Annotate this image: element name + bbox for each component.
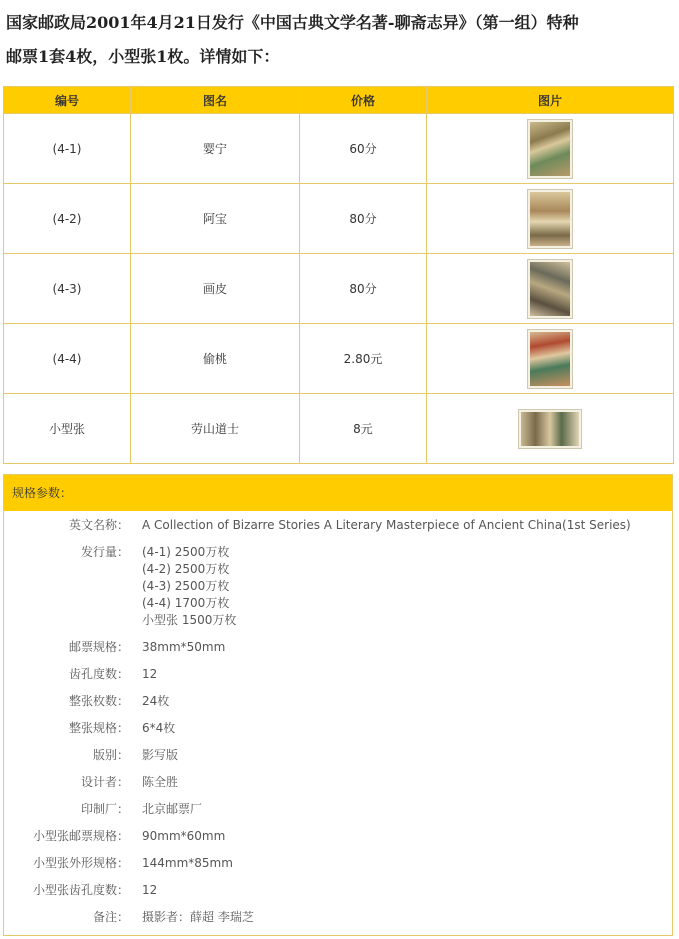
spec-row-sheet-count bbox=[4, 693, 672, 710]
spec-value: 北京邮票厂 bbox=[142, 802, 203, 816]
spec-label: 版别： bbox=[92, 748, 129, 762]
circulation-item: (4-1) 2500万枚 bbox=[142, 545, 230, 559]
spec-row-circulation bbox=[4, 544, 672, 629]
spec-row-english-name bbox=[4, 517, 672, 534]
spec-label: 小型张邮票规格： bbox=[32, 829, 129, 843]
cell-id: (4-3) bbox=[4, 254, 131, 324]
cell-price: 2.80元 bbox=[300, 324, 427, 394]
cell-id: 小型张 bbox=[4, 394, 131, 464]
spec-value: 摄影者：薛超 李瑞芝 bbox=[142, 910, 254, 924]
spec-row-stamp-size bbox=[4, 639, 672, 656]
circulation-item: 小型张 1500万枚 bbox=[142, 613, 237, 627]
cell-price: 8元 bbox=[300, 394, 427, 464]
spec-value: 12 bbox=[142, 883, 158, 897]
cell-name: 劳山道士 bbox=[131, 394, 300, 464]
cell-id: (4-4) bbox=[4, 324, 131, 394]
stamp-table bbox=[3, 86, 674, 464]
cell-price: 80分 bbox=[300, 184, 427, 254]
spec-value: 12 bbox=[142, 667, 158, 681]
spec-row-sheet-layout bbox=[4, 720, 672, 737]
spec-label: 整张规格： bbox=[68, 721, 129, 735]
spec-row-ss-stamp-size bbox=[4, 828, 672, 845]
header-id: 编号 bbox=[4, 87, 131, 114]
spec-label: 整张枚数： bbox=[68, 694, 129, 708]
spec-row-ss-outer-size bbox=[4, 855, 672, 872]
spec-row-perforation bbox=[4, 666, 672, 683]
spec-label: 齿孔度数： bbox=[68, 667, 129, 681]
spec-label: 备注： bbox=[92, 910, 129, 924]
intro-line-2: 邮票1套4枚，小型张1枚。详情如下： bbox=[6, 47, 280, 66]
circulation-item: (4-4) 1700万枚 bbox=[142, 596, 230, 610]
spec-value: 6*4枚 bbox=[142, 721, 176, 735]
cell-image bbox=[427, 254, 674, 324]
table-header-row bbox=[4, 87, 674, 114]
spec-value: 影写版 bbox=[142, 748, 179, 762]
spec-label: 小型张齿孔度数： bbox=[32, 883, 129, 897]
cell-id: (4-2) bbox=[4, 184, 131, 254]
spec-row-ss-perforation bbox=[4, 882, 672, 899]
spec-row-printer bbox=[4, 801, 672, 818]
intro-text bbox=[6, 6, 676, 74]
circulation-item: (4-3) 2500万枚 bbox=[142, 579, 230, 593]
cell-name: 偷桃 bbox=[131, 324, 300, 394]
spec-value: 90mm*60mm bbox=[142, 829, 226, 843]
intro-line-1: 国家邮政局2001年4月21日发行《中国古典文学名著-聊斋志异》（第一组）特种 bbox=[6, 13, 579, 32]
header-image: 图片 bbox=[427, 87, 674, 114]
spec-value: 38mm*50mm bbox=[142, 640, 226, 654]
spec-value bbox=[129, 544, 236, 629]
header-price: 价格 bbox=[300, 87, 427, 114]
spec-value: 144mm*85mm bbox=[142, 856, 233, 870]
table-row bbox=[4, 254, 674, 324]
spec-row-designer bbox=[4, 774, 672, 791]
spec-label: 英文名称： bbox=[68, 518, 129, 532]
spec-list bbox=[4, 511, 672, 926]
stamp-image-4-2[interactable] bbox=[528, 190, 572, 248]
cell-image bbox=[427, 394, 674, 464]
spec-title: 规格参数： bbox=[4, 475, 672, 511]
header-name: 图名 bbox=[131, 87, 300, 114]
spec-label: 发行量： bbox=[80, 545, 129, 559]
table-row bbox=[4, 394, 674, 464]
spec-value: A Collection of Bizarre Stories A Literary Masterpiece of Ancient China(1st Series) bbox=[142, 518, 631, 532]
table-row bbox=[4, 324, 674, 394]
spec-row-note bbox=[4, 909, 672, 926]
stamp-image-4-1[interactable] bbox=[528, 120, 572, 178]
stamp-image-4-3[interactable] bbox=[528, 260, 572, 318]
cell-image bbox=[427, 184, 674, 254]
cell-name: 画皮 bbox=[131, 254, 300, 324]
spec-label: 设计者： bbox=[80, 775, 129, 789]
table-row bbox=[4, 184, 674, 254]
souvenir-sheet-image[interactable] bbox=[519, 410, 581, 448]
circulation-item: (4-2) 2500万枚 bbox=[142, 562, 230, 576]
spec-panel bbox=[3, 474, 673, 936]
cell-price: 60分 bbox=[300, 114, 427, 184]
cell-id: (4-1) bbox=[4, 114, 131, 184]
cell-image bbox=[427, 114, 674, 184]
spec-label: 邮票规格： bbox=[68, 640, 129, 654]
spec-value: 陈全胜 bbox=[142, 775, 179, 789]
spec-value: 24枚 bbox=[142, 694, 170, 708]
stamp-image-4-4[interactable] bbox=[528, 330, 572, 388]
cell-name: 阿宝 bbox=[131, 184, 300, 254]
cell-image bbox=[427, 324, 674, 394]
cell-name: 婴宁 bbox=[131, 114, 300, 184]
table-row bbox=[4, 114, 674, 184]
spec-label: 印制厂： bbox=[80, 802, 129, 816]
spec-row-printing-type bbox=[4, 747, 672, 764]
spec-label: 小型张外形规格： bbox=[32, 856, 129, 870]
cell-price: 80分 bbox=[300, 254, 427, 324]
